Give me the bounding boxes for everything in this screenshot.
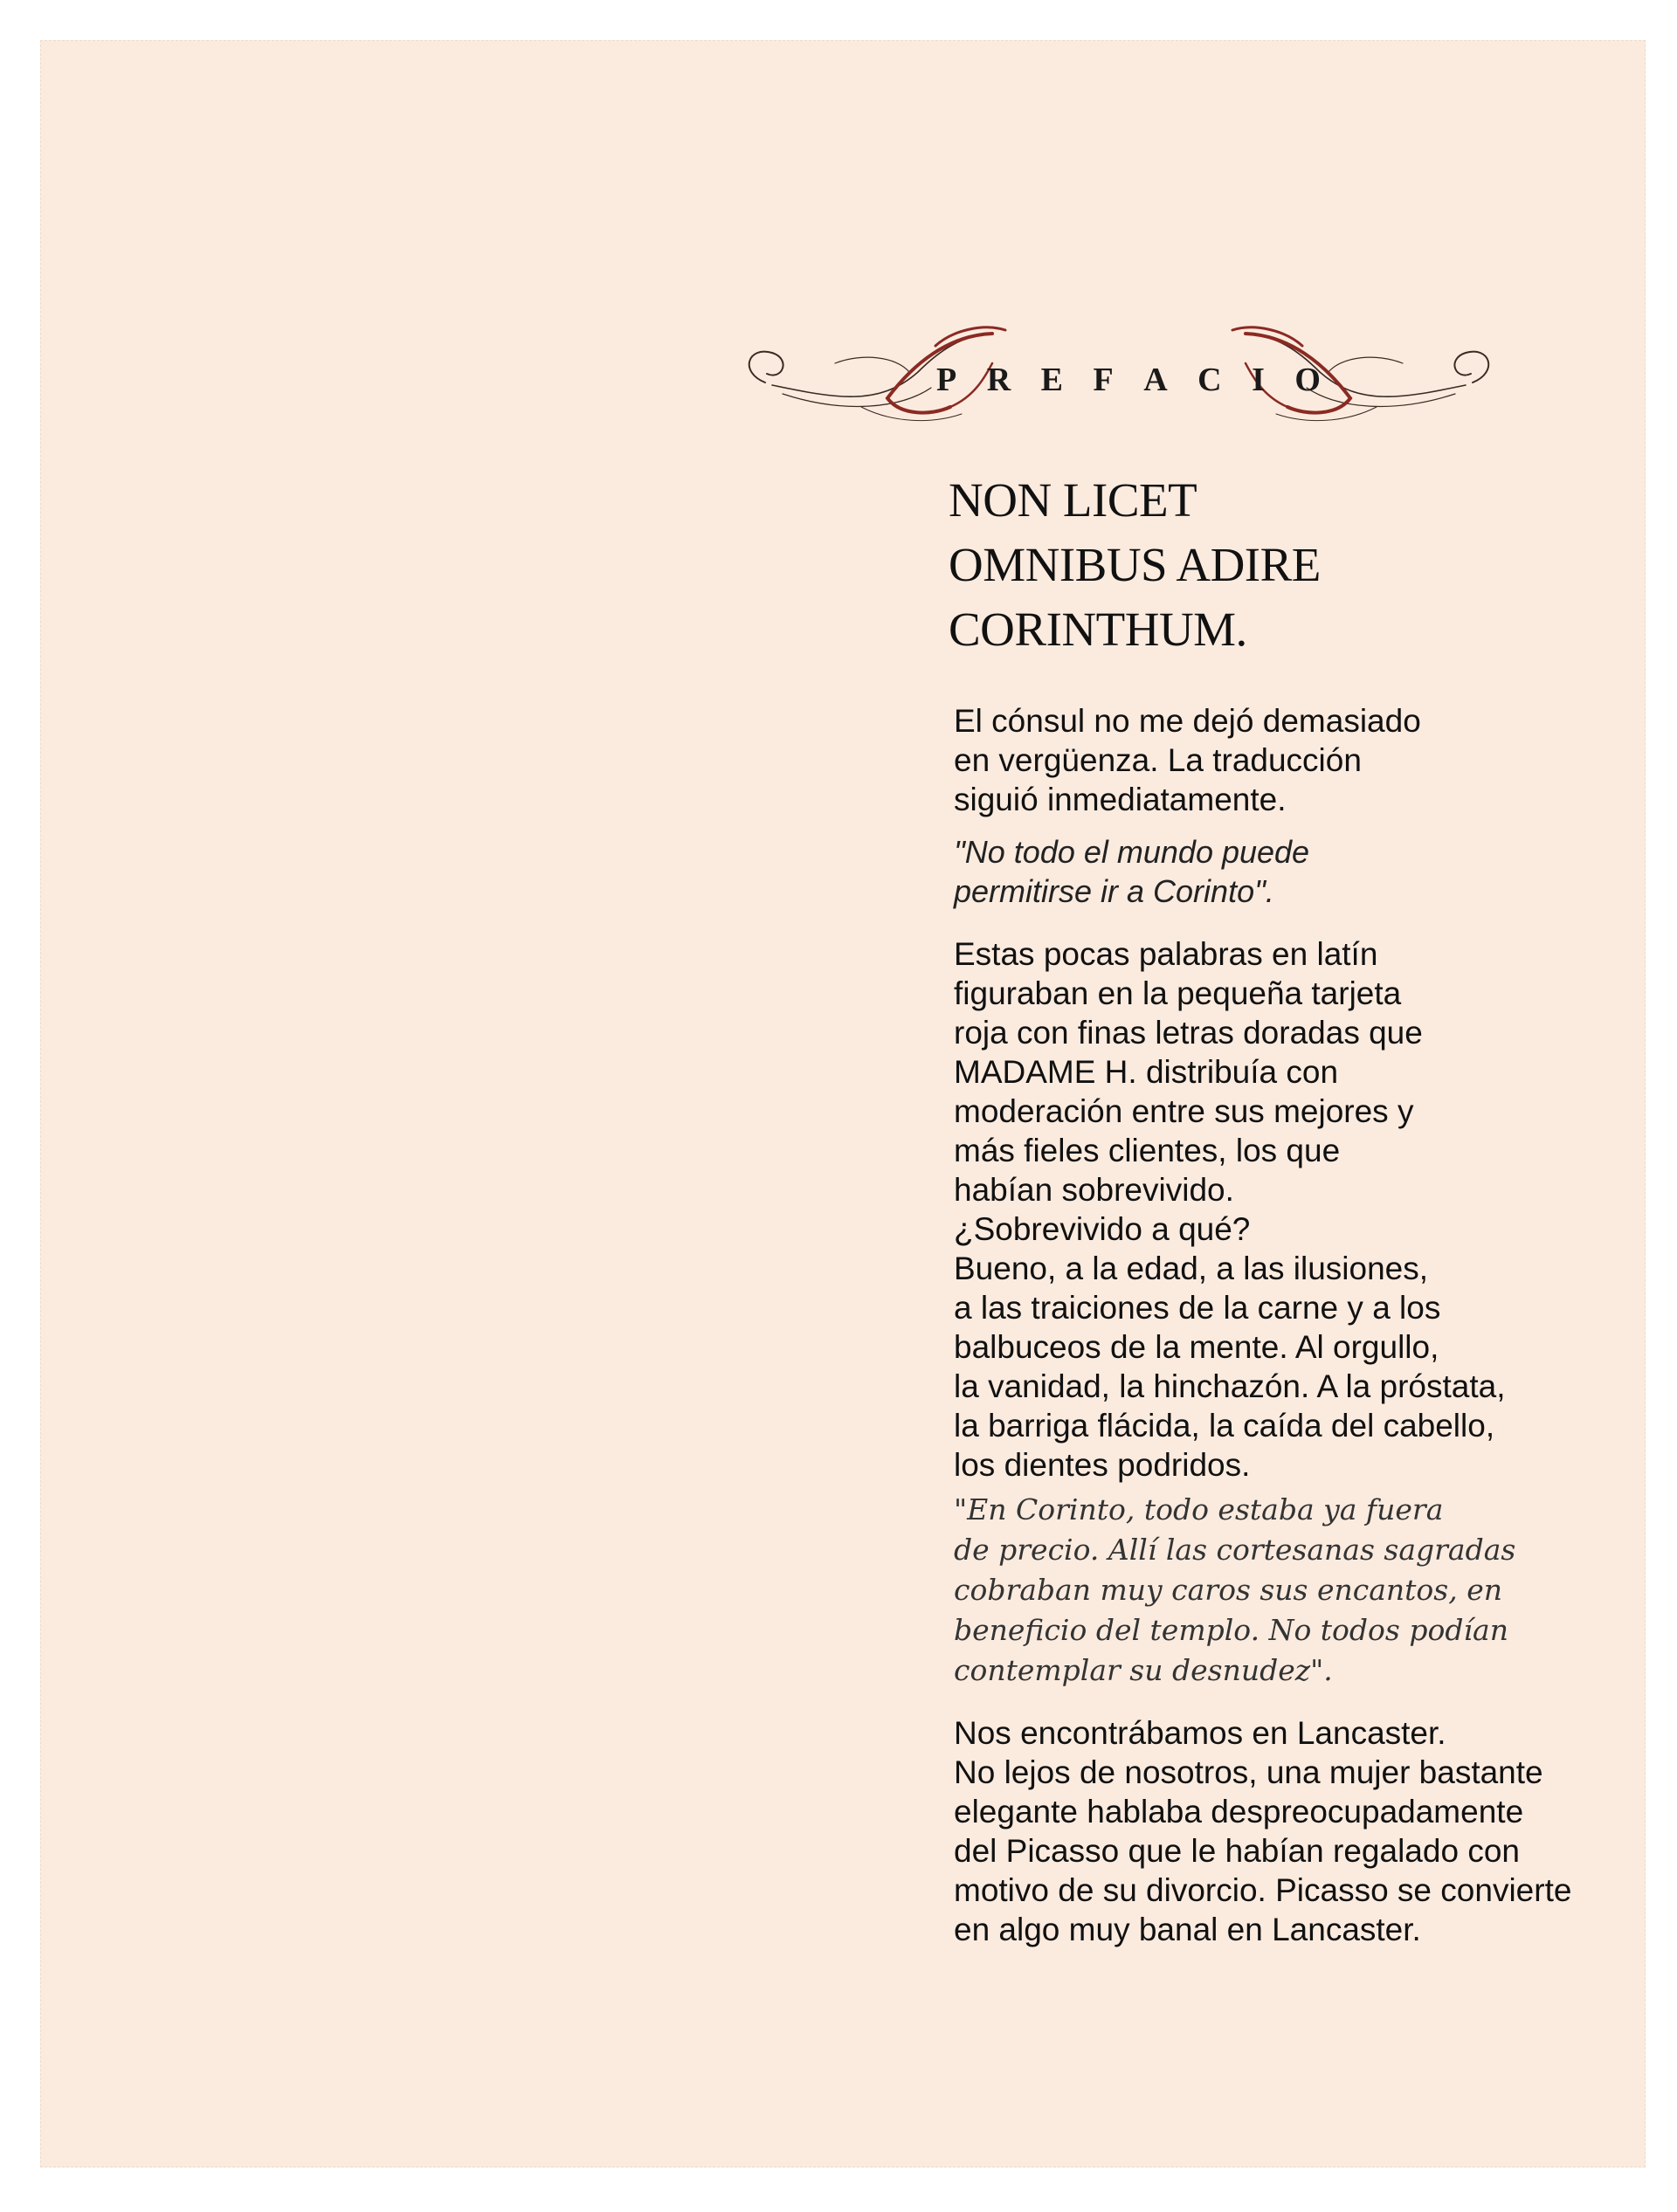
latin-title-line: OMNIBUS ADIRE [949, 538, 1321, 591]
text-line: "En Corinto, todo estaba ya fuera [954, 1492, 1444, 1526]
text-line: contemplar su desnudez". [954, 1653, 1333, 1687]
text-line: El cónsul no me dejó demasiado [954, 703, 1421, 739]
text-line: roja con finas letras doradas que [954, 1015, 1423, 1051]
heading-letter: P [936, 362, 957, 398]
text-line: en vergüenza. La traducción [954, 742, 1362, 778]
heading-letter: A [1143, 362, 1168, 398]
text-line: elegante hablaba despreocupadamente [954, 1794, 1524, 1830]
text-line: habían sobrevivido. [954, 1172, 1234, 1208]
text-line: figuraban en la pequeña tarjeta [954, 975, 1402, 1011]
text-line: Nos encontrábamos en Lancaster. [954, 1715, 1446, 1751]
text-line: en algo muy banal en Lancaster. [954, 1912, 1421, 1947]
text-line: más fieles clientes, los que [954, 1133, 1341, 1168]
latin-title-line: CORINTHUM. [949, 603, 1247, 656]
text-line: beneficio del templo. No todos podían [954, 1613, 1508, 1647]
paragraph-lancaster [954, 1713, 1571, 1949]
heading-letter: R [986, 362, 1011, 398]
text-line: "No todo el mundo puede [954, 834, 1310, 870]
text-line: motivo de su divorcio. Picasso se convierte [954, 1872, 1572, 1908]
text-line: ¿Sobrevivido a qué? [954, 1211, 1251, 1247]
paragraph-intro [954, 701, 1421, 819]
text-line: la barriga flácida, la caída del cabello, [954, 1408, 1495, 1444]
text-line: de precio. Allí las cortesanas sagradas [954, 1533, 1516, 1567]
heading-letter: E [1040, 362, 1063, 398]
text-line: cobraban muy caros sus encantos, en [954, 1573, 1502, 1607]
text-line: los dientes podridos. [954, 1447, 1251, 1483]
quote-translation [954, 832, 1309, 911]
quote-corinth [954, 1490, 1515, 1691]
text-line: Bueno, a la edad, a las ilusiones, [954, 1251, 1429, 1286]
section-heading [936, 358, 1321, 402]
heading-letter: O [1294, 362, 1321, 398]
heading-letter: I [1252, 362, 1265, 398]
text-line: moderación entre sus mejores y [954, 1093, 1414, 1129]
text-line: siguió inmediatamente. [954, 782, 1287, 817]
text-line: permitirse ir a Corinto". [954, 873, 1274, 909]
text-line: del Picasso que le habían regalado con [954, 1833, 1520, 1869]
text-line: MADAME H. distribuía con [954, 1054, 1339, 1090]
latin-title [949, 468, 1612, 662]
text-line: Estas pocas palabras en latín [954, 936, 1378, 972]
text-line: balbuceos de la mente. Al orgullo, [954, 1329, 1439, 1365]
paragraph-card [954, 934, 1506, 1485]
text-line: la vanidad, la hinchazón. A la próstata, [954, 1368, 1506, 1404]
heading-letter: F [1093, 362, 1114, 398]
heading-letter: C [1197, 362, 1222, 398]
latin-title-line: NON LICET [949, 473, 1197, 527]
text-line: a las traiciones de la carne y a los [954, 1290, 1441, 1326]
text-line: No lejos de nosotros, una mujer bastante [954, 1754, 1543, 1790]
